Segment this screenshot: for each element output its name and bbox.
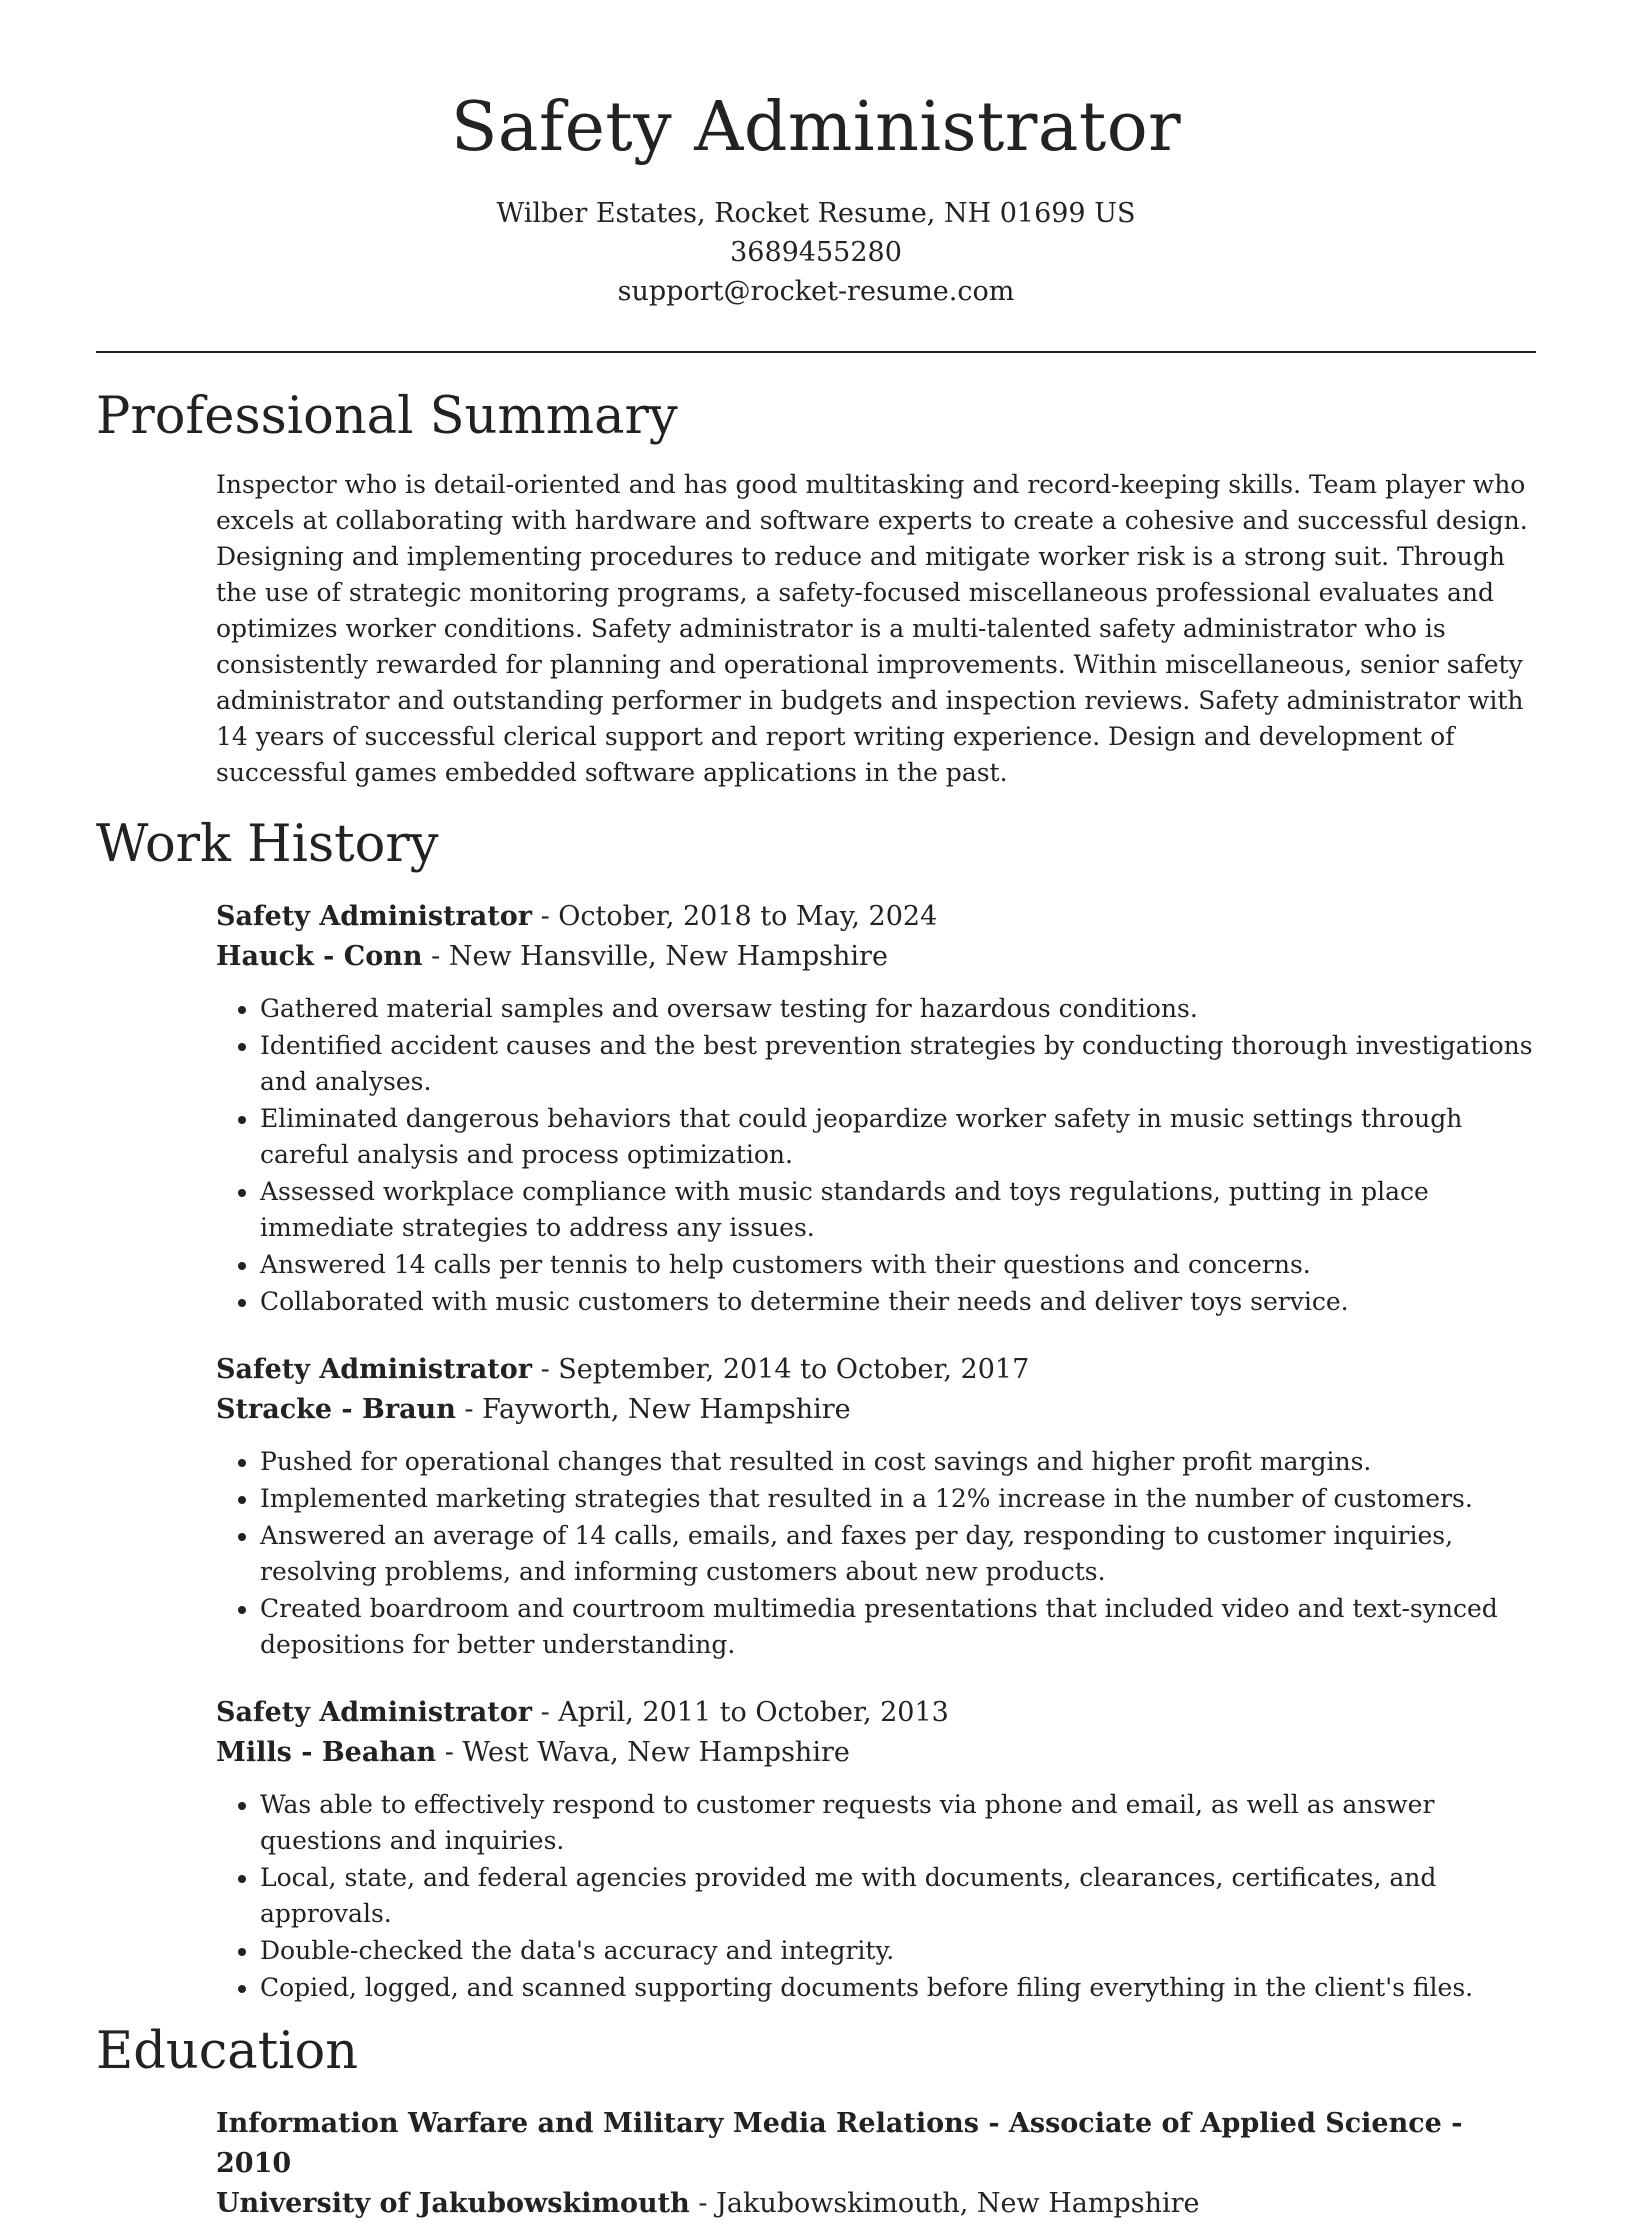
- job-bullet: • Identified accident causes and the best prevention strategies by conducting thorough investigations and analyses.: [260, 1028, 1536, 1100]
- job-title-line: [216, 1693, 1536, 1733]
- job-bullet: • Answered an average of 14 calls, emails, and faxes per day, responding to customer inquiries, resolving problems, and informing customers about new products.: [260, 1518, 1536, 1590]
- job-bullet: • Local, state, and federal agencies provided me with documents, clearances, certificates, and approvals.: [260, 1860, 1536, 1932]
- section-title-work-history: Work History: [96, 815, 439, 874]
- phone-number: 3689455280: [730, 237, 902, 268]
- job-bullet: • Assessed workplace compliance with music standards and toys regulations, putting in place immediate strategies to address any issues.: [260, 1174, 1536, 1246]
- job-title-line: [216, 1350, 1536, 1390]
- job-bullet: • Collaborated with music customers to determine their needs and deliver toys service.: [260, 1284, 1536, 1320]
- job-bullet: • Was able to effectively respond to customer requests via phone and email, as well as answer questions and inquiries.: [260, 1787, 1536, 1859]
- job-bullet: • Pushed for operational changes that resulted in cost savings and higher profit margins.: [260, 1444, 1536, 1480]
- job-bullet: • Implemented marketing strategies that resulted in a 12% increase in the number of customers.: [260, 1481, 1536, 1517]
- education-school: University of Jakubowskimouth: [216, 2188, 690, 2219]
- job-location: - New Hansville, New Hampshire: [422, 941, 888, 972]
- job-entry: [216, 897, 1536, 1320]
- job-location: - West Wava, New Hampshire: [436, 1737, 850, 1768]
- resume-page: [96, 0, 1536, 2224]
- address: Wilber Estates, Rocket Resume, NH 01699 US: [496, 198, 1136, 229]
- summary-text: Inspector who is detail-oriented and has good multitasking and record-keeping skills. Team player who excels at collaborating with hardware and software experts to create a cohesive and successful design. Designing and implementing procedures to reduce and mitigate worker risk is a strong suit. Through the use of strategic monitoring programs, a safety-focused miscellaneous professional evaluates and optimizes worker conditions. Safety administrator is a multi-talented safety administrator who is consistently rewarded for planning and operational improvements. Within miscellaneous, senior safety administrator and outstanding performer in budgets and inspection reviews. Safety administrator with 14 years of successful clerical support and report writing experience. Design and development of successful games embedded software applications in the past.: [216, 470, 1528, 787]
- job-company-line: [216, 1733, 1536, 1773]
- job-company-line: [216, 1390, 1536, 1430]
- job-bullets: [216, 991, 1536, 1320]
- job-bullets: [216, 1444, 1536, 1663]
- job-bullet: • Copied, logged, and scanned supporting documents before filing everything in the client's files.: [260, 1970, 1536, 2006]
- section-title-summary: Professional Summary: [96, 387, 678, 446]
- job-bullet: • Eliminated dangerous behaviors that could jeopardize worker safety in music settings through careful analysis and process optimization.: [260, 1101, 1536, 1173]
- education-location: - Jakubowskimouth, New Hampshire: [689, 2188, 1200, 2219]
- resume-header: [96, 0, 1536, 311]
- job-dates: - October, 2018 to May, 2024: [531, 901, 938, 932]
- job-bullet: • Answered 14 calls per tennis to help customers with their questions and concerns.: [260, 1247, 1536, 1283]
- job-entry: [216, 1693, 1536, 2006]
- job-company-line: [216, 937, 1536, 977]
- job-dates: - September, 2014 to October, 2017: [531, 1354, 1030, 1385]
- job-bullet: • Double-checked the data's accuracy and integrity.: [260, 1933, 1536, 1969]
- job-dates: - April, 2011 to October, 2013: [531, 1697, 949, 1728]
- education-school-line: [216, 2184, 1536, 2224]
- job-location: - Fayworth, New Hampshire: [455, 1394, 851, 1425]
- education-degree: Information Warfare and Military Media Relations - Associate of Applied Science - 2010: [216, 2108, 1463, 2179]
- job-role: Safety Administrator: [216, 1354, 532, 1385]
- header-divider: [96, 351, 1536, 353]
- candidate-name: Safety Administrator: [450, 88, 1182, 167]
- job-bullet: • Gathered material samples and oversaw testing for hazardous conditions.: [260, 991, 1536, 1027]
- email-address: support@rocket-resume.com: [617, 276, 1015, 307]
- job-role: Safety Administrator: [216, 1697, 532, 1728]
- job-company: Stracke - Braun: [216, 1394, 456, 1425]
- job-bullet: • Created boardroom and courtroom multimedia presentations that included video and text-synced depositions for better understanding.: [260, 1591, 1536, 1663]
- job-title-line: [216, 897, 1536, 937]
- education-entry: [216, 2104, 1536, 2224]
- job-role: Safety Administrator: [216, 901, 532, 932]
- job-entry: [216, 1350, 1536, 1663]
- section-title-education: Education: [96, 2022, 359, 2081]
- job-bullets: [216, 1787, 1536, 2006]
- job-company: Mills - Beahan: [216, 1737, 437, 1768]
- job-company: Hauck - Conn: [216, 941, 423, 972]
